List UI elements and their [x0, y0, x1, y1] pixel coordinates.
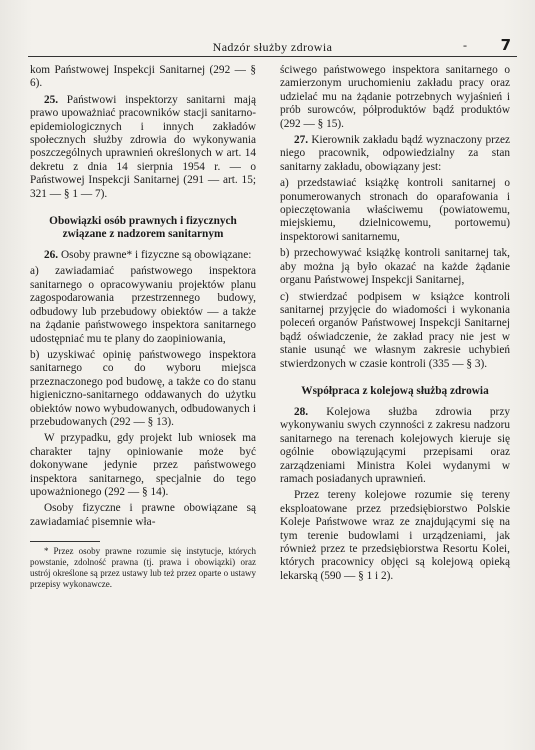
- header-dash: -: [463, 38, 467, 52]
- paragraph: W przypadku, gdy projekt lub wniosek ma charakter tajny opiniowanie może być dokonywane jedynie przez państwowego inspektora sanitarnego, specjalnie do tego upoważnionego (292 — § 14).: [30, 432, 256, 498]
- section-number: 26.: [44, 249, 59, 262]
- list-item: a) zawiadamiać państwowego inspektora sanitarnego o opracowywaniu projektów planu zagospodarowania przestrzennego budowy, odbudowy lub przebudowy obiektów — a także na żądanie państwowego inspektora sanitarnego udostępniać mu te plany do zaopiniowania,: [30, 265, 256, 345]
- paragraph-text: Kolejowa służba zdrowia przy wykonywaniu swych czynności z zakresu nadzoru sanitarnego na terenach kolejowych kieruje się ogólnie obowiązującymi przepisami oraz zarządzeniami Ministra Kolei wydanymi w ramach posiadanych uprawnień.: [280, 405, 510, 485]
- page-number: 7: [500, 36, 511, 54]
- paragraph-25: [30, 94, 256, 201]
- left-column: [30, 64, 256, 592]
- footnote: * Przez osoby prawne rozumie się instytucje, których powstanie, zdolność prawna (tj. prawa i obowiązki) oraz ustrój określone są przez ustawy lub też przez oparte o ustawy przepisy wykonawcze.: [30, 546, 256, 589]
- paragraph-27: [280, 134, 510, 174]
- paragraph: Przez tereny kolejowe rozumie się tereny eksploatowane przez przedsiębiorstwo Polskie Koleje Państwowe wraz ze znajdującymi się na tym terenie budowlami i urządzeniami, jak również przez te przedsiębiorstwa Resortu Kolei, których pracownicy objęci są kolejową opieką lekarską (590 — § 1 i 2).: [280, 489, 510, 582]
- right-column: [280, 64, 510, 586]
- paragraph-text: Państwowi inspektorzy sanitarni mają prawo upoważniać pracowników stacji sanitarno-epidemiologicznych i innych zakładów społecznych służby zdrowia do wykonywania poszczególnych uprawnień określonych w art. 14 dekretu z dnia 14 sierpnia 1954 r. — o Państwowej Inspekcji Sanitarnej (291 — art. 15; 321 — § 1 — 7).: [30, 93, 256, 200]
- footnote-divider: [30, 541, 100, 542]
- list-item: b) uzyskiwać opinię państwowego inspektora sanitarnego co do wyboru miejsca przeznaczonego pod budowę, a także co do stanu higieniczno-sanitarnego oddawanych do użytku obiektów nowo wybudowanych, odbudowanych i przebudowanych (292 — § 13).: [30, 348, 256, 428]
- paragraph: ściwego państwowego inspektora sanitarnego o zamierzonym uruchomieniu zakładu pracy oraz udzielać mu na żądanie potrzebnych wyjaśnień i prób surowców, półproduktów bądź produktów (292 — § 15).: [280, 64, 510, 130]
- running-header: [28, 36, 517, 57]
- paragraph-26: [30, 249, 256, 262]
- list-item: c) stwierdzać podpisem w książce kontroli sanitarnej przyjęcie do wiadomości i wykonania poleceń organów Państwowej Inspekcji Sanitarnej bądź oświadczenie, że zakład pracy nie jest w stanie usunąć we własnym zakresie uchybień stwierdzonych w czasie kontroli (335 — § 3).: [280, 290, 510, 370]
- paragraph: Osoby fizyczne i prawne obowiązane są zawiadamiać pisemnie wła-: [30, 502, 256, 528]
- paragraph: kom Państwowej Inspekcji Sanitarnej (292 — § 6).: [30, 64, 256, 90]
- paragraph-text: Kierownik zakładu bądź wyznaczony przez niego pracownik, odpowiedzialny za stan sanitarny zakładu, obowiązany jest:: [280, 134, 510, 173]
- header-title: Nadzór służby zdrowia: [212, 40, 333, 54]
- section-heading: Współpraca z kolejową służbą zdrowia: [301, 384, 489, 397]
- paragraph-text: Osoby prawne* i fizyczne są obowiązane:: [58, 249, 252, 262]
- section-heading: Obowiązki osób prawnych i fizycznych związane z nadzorem sanitarnym: [49, 215, 237, 241]
- list-item: a) przedstawiać książkę kontroli sanitarnej o ponumerowanych stronach do oparafowania i opieczętowania właściwemu (powiatowemu, miejskiemu, dzielnicowemu, portowemu) inspektorowi sanitarnemu,: [280, 177, 510, 243]
- section-number: 25.: [44, 93, 59, 106]
- section-number: 28.: [294, 405, 309, 418]
- paragraph-28: [280, 406, 510, 486]
- section-number: 27.: [294, 134, 309, 147]
- list-item: b) przechowywać książkę kontroli sanitarnej tak, aby można ją było okazać na każde żądanie organu Państwowej Inspekcji Sanitarnej,: [280, 247, 510, 287]
